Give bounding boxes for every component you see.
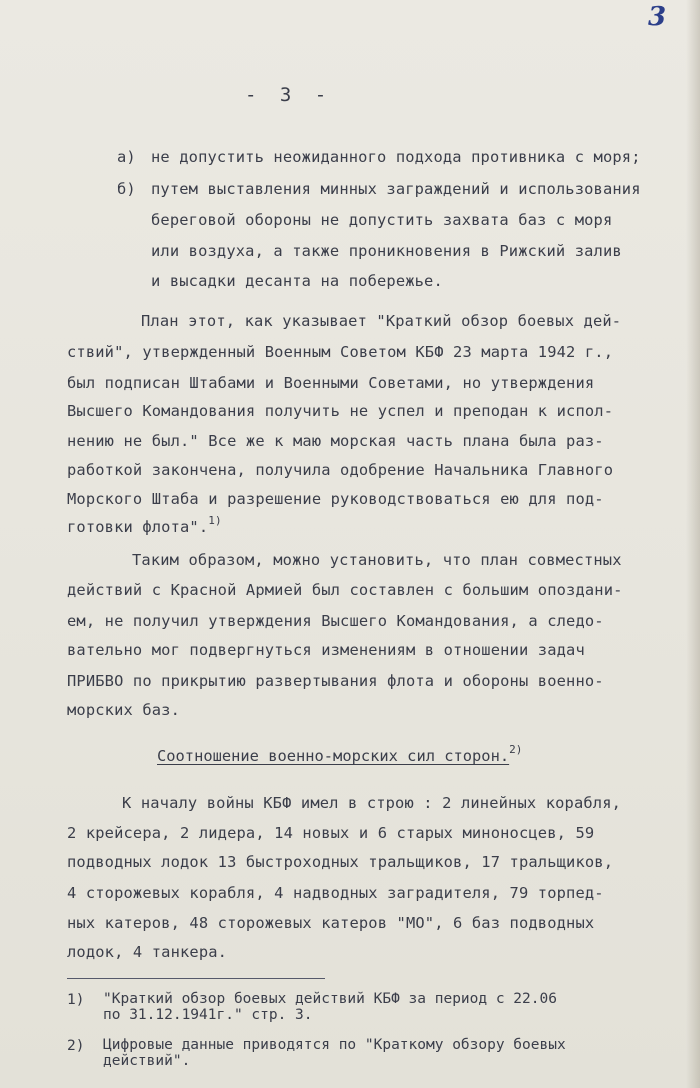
paragraph-line: нению не был." Все же к маю морская часть плана была раз- (67, 432, 604, 450)
paragraph-line: 2 крейсера, 2 лидера, 14 новых и 6 старых миноносцев, 59 (67, 824, 595, 842)
footnote-line: по 31.12.1941г." стр. 3. (103, 1007, 313, 1023)
paragraph-line: План этот, как указывает "Краткий обзор боевых дей- (141, 312, 622, 330)
footnote-reference: 1) (208, 514, 222, 527)
paragraph-line: Высшего Командования получить не успел и преподан к испол- (67, 402, 614, 420)
list-item-a-line: не допустить неожиданного подхода противника с моря; (151, 148, 641, 166)
list-item-b-line: или воздуха, а также проникновения в Рижский залив (151, 242, 622, 260)
page-edge-shadow (686, 0, 700, 1088)
paragraph-line: 4 сторожевых корабля, 4 надводных заградителя, 79 торпед- (67, 884, 604, 902)
list-item-marker-b: б) (117, 180, 136, 198)
list-item-b-line: и высадки десанта на побережье. (151, 272, 443, 290)
paragraph-line: подводных лодок 13 быстроходных тральщиков, 17 тральщиков, (67, 853, 614, 871)
footnote-separator (67, 978, 325, 979)
paragraph-line (67, 514, 222, 536)
list-item-b-line: береговой обороны не допустить захвата баз с моря (151, 211, 613, 229)
section-heading (157, 743, 523, 765)
paragraph-line: ствий", утвержденный Военным Советом КБФ 23 марта 1942 г., (67, 343, 614, 361)
paragraph-line: был подписан Штабами и Военными Советами, но утверждения (67, 374, 595, 392)
page-number: - 3 - (245, 84, 333, 106)
paragraph-text: готовки флота". (67, 518, 209, 536)
paragraph-line: ных катеров, 48 сторожевых катеров "МО", 6 баз подводных (67, 914, 595, 932)
paragraph-line: работкой закончена, получила одобрение Начальника Главного (67, 461, 614, 479)
footnote-line: Цифровые данные приводятся по "Краткому обзору боевых (103, 1037, 566, 1053)
paragraph-line: Морского Штаба и разрешение руководствоваться ею для под- (67, 490, 604, 508)
handwritten-page-number: 3 (648, 2, 667, 32)
paragraph-line: вательно мог подвергнуться изменениям в отношении задач (67, 641, 585, 659)
footnote-line: "Краткий обзор боевых действий КБФ за период с 22.06 (103, 991, 557, 1007)
list-item-marker-a: а) (117, 148, 136, 166)
footnote-line: действий". (103, 1053, 191, 1069)
footnote-reference: 2) (509, 743, 523, 756)
paragraph-line: действий с Красной Армией был составлен с большим опоздани- (67, 581, 623, 599)
heading-text: Соотношение военно-морских сил сторон. (157, 747, 510, 765)
footnote-mark: 2) (67, 1038, 85, 1054)
paragraph-line: Таким образом, можно установить, что план совместных (132, 551, 622, 569)
paragraph-line: К началу войны КБФ имел в строю : 2 линейных корабля, (122, 794, 622, 812)
footnote-mark: 1) (67, 992, 85, 1008)
paragraph-line: лодок, 4 танкера. (67, 943, 228, 961)
paragraph-line: ПРИБВО по прикрытию развертывания флота и обороны военно- (67, 672, 604, 690)
paragraph-line: морских баз. (67, 701, 180, 719)
list-item-b-line: путем выставления минных заграждений и использования (151, 180, 641, 198)
paragraph-line: ем, не получил утверждения Высшего Командования, а следо- (67, 612, 604, 630)
